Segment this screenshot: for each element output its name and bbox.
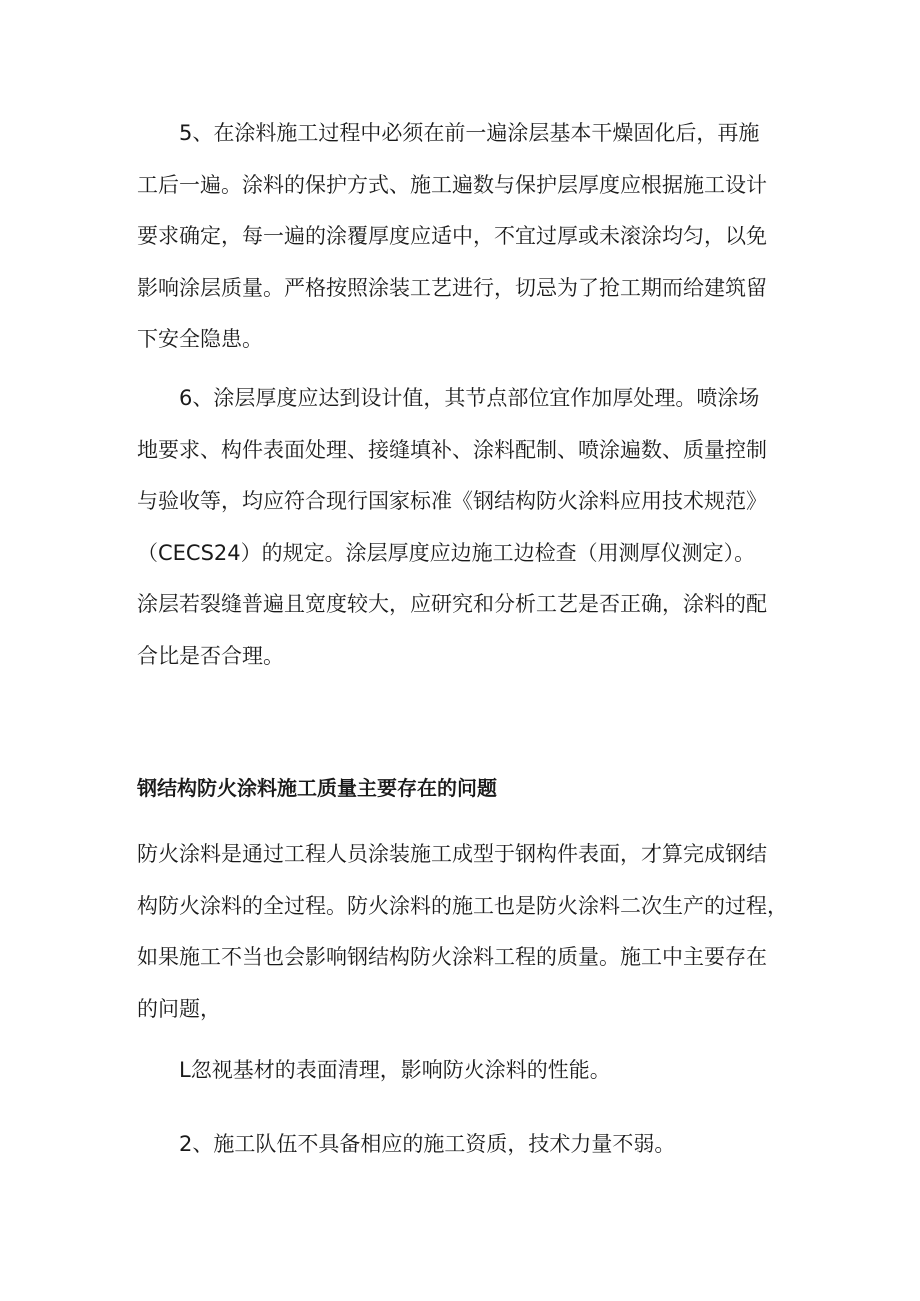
text-line: 影响涂层质量。严格按照涂装工艺进行，切忌为了抢工期而给建筑留 xyxy=(137,275,767,300)
paragraph-item-5 xyxy=(137,108,797,366)
text-line: 涂层若裂缝普遍且宽度较大，应研究和分析工艺是否正确，涂料的配 xyxy=(137,592,767,616)
text-line: 如果施工不当也会影响钢结构防火涂料工程的质量。施工中主要存在 xyxy=(137,945,767,969)
text-line: 与验收等，均应符合现行国家标准《钢结构防火涂料应用技术规范》 xyxy=(137,489,767,513)
text-line: 6、涂层厚度应达到设计值，其节点部位宜作加厚处理。喷涂场 xyxy=(179,386,760,410)
text-line: 工后一遍。涂料的保护方式、施工遍数与保护层厚度应根据施工设计 xyxy=(137,172,767,197)
intro-paragraph xyxy=(137,829,797,1035)
section-heading: 钢结构防火涂料施工质量主要存在的问题 xyxy=(137,776,497,800)
text-line: 防火涂料是通过工程人员涂装施工成型于钢构件表面，才算完成钢结 xyxy=(137,842,767,866)
text-line: 下安全隐患。 xyxy=(137,327,263,351)
text-line: 构防火涂料的全过程。防火涂料的施工也是防火涂料二次生产的过程， xyxy=(137,893,788,918)
text-line: 合比是否合理。 xyxy=(137,643,284,668)
text-line: 的问题， xyxy=(137,996,221,1021)
text-line: （CECS24）的规定。涂层厚度应边施工边检查（用测厚仪测定）。 xyxy=(137,540,756,565)
issue-item-2: 2、施工队伍不具备相应的施工资质，技术力量不弱。 xyxy=(179,1132,676,1156)
text-line: 地要求、构件表面处理、接缝填补、涂料配制、喷涂遍数、质量控制 xyxy=(137,437,767,462)
text-line: 要求确定，每一遍的涂覆厚度应适中，不宜过厚或未滚涂均匀，以免 xyxy=(137,224,767,248)
issue-item-1: L忽视基材的表面清理，影响防火涂料的性能。 xyxy=(179,1058,611,1082)
paragraph-item-6 xyxy=(137,373,797,682)
text-line: 5、在涂料施工过程中必须在前一遍涂层基本干燥固化后，再施 xyxy=(179,121,760,145)
